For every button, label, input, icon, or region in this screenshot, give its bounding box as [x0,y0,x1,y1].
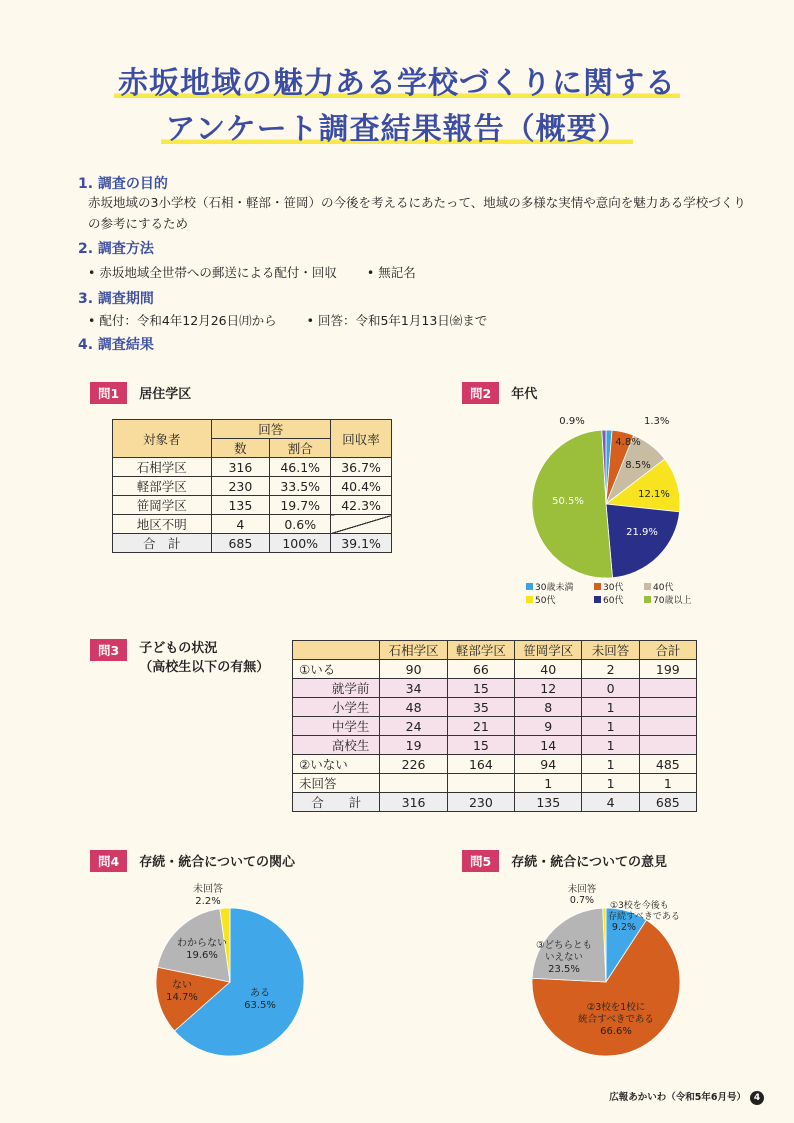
q1-cell: 39.1% [331,534,392,553]
slice-label: 63.5% [244,1000,276,1011]
q3-row-label: 就学前 [293,679,380,698]
q1-cell: 230 [211,477,270,496]
page-number: 4 [750,1091,764,1105]
q3-cell: 1 [582,755,639,774]
legend-label: 30代 [603,583,624,593]
table-row [293,679,697,698]
table-row [113,477,392,496]
q3-tag: 問3 [90,639,127,661]
section-results-heading: 4. 調査結果 [78,337,154,353]
legend-swatch [644,583,651,590]
table-row [293,660,697,679]
q3-cell: 135 [515,793,582,812]
q1-header-answer: 回答 [211,420,331,439]
q3-cell: 24 [380,717,447,736]
table-row [293,717,697,736]
period-item-1: • 配付：令和4年12月26日㈪から [88,313,277,328]
q1-cell: 685 [211,534,270,553]
table-row-total [293,793,697,812]
q4-heading [90,850,295,872]
slice-label: 21.9% [626,527,658,538]
slice-label: 14.7% [166,992,198,1003]
q1-cell: 46.1% [270,458,331,477]
section-period-items [88,310,753,331]
q1-cell: 合 計 [113,534,212,553]
q3-cell: 66 [447,660,514,679]
q3-header-cell: 合計 [639,641,696,660]
slice-label: いえない [544,952,584,963]
q3-header-row [293,641,697,660]
q1-tag: 問1 [90,382,127,404]
pie-slice [606,504,680,578]
q1-cell: 33.5% [270,477,331,496]
q3-row-label: 合 計 [293,793,380,812]
table-row [113,458,392,477]
q3-cell: 164 [447,755,514,774]
q3-heading [90,639,269,677]
section-purpose-text: 赤坂地域の3小学校（石相・軽部・笹岡）の今後を考えるにあたって、地域の多様な実情や意向を魅力ある学校づくりの参考にするため [88,195,746,231]
q3-cell: 40 [515,660,582,679]
table-row [293,736,697,755]
q3-cell: 685 [639,793,696,812]
slice-label: 8.5% [625,460,651,471]
slice-label: 未回答 [567,884,597,895]
q3-cell: 226 [380,755,447,774]
q3-cell: 19 [380,736,447,755]
q3-cell [639,736,696,755]
q3-cell: 90 [380,660,447,679]
q3-cell: 12 [515,679,582,698]
q3-cell: 1 [582,774,639,793]
q3-row-label: ②いない [293,755,380,774]
q1-heading [90,382,191,404]
q3-cell: 94 [515,755,582,774]
q2-heading [462,382,537,404]
q1-cell: 4 [211,515,270,534]
q3-cell: 14 [515,736,582,755]
q5-heading [462,850,667,872]
table-row [113,515,392,534]
q3-row-label: 中学生 [293,717,380,736]
slice-label: 2.2% [195,896,221,907]
q1-cell: 42.3% [331,496,392,515]
q3-cell [639,698,696,717]
slice-label: ③どちらとも [535,940,593,951]
legend-label: 70歳以上 [653,596,692,606]
legend-swatch [594,583,601,590]
legend-label: 30歳未満 [535,583,574,593]
slice-label: 23.5% [548,964,580,975]
slice-label: ①3校を今後も [610,901,669,911]
method-item-2: • 無記名 [366,265,416,280]
q4-tag: 問4 [90,850,127,872]
table-row [293,755,697,774]
method-item-1: • 赤坂地域全世帯への郵送による配付・回収 [88,265,337,280]
q3-cell: 199 [639,660,696,679]
slice-label: 統合すべきである [578,1014,654,1025]
q3-cell: 15 [447,679,514,698]
q1-header-rate: 回収率 [331,420,392,458]
slice-label: 12.1% [638,489,670,500]
q1-table [112,419,392,553]
slice-label: 0.9% [559,416,585,427]
q3-title: 子どもの状況 [139,641,218,656]
q1-cell: 100% [270,534,331,553]
q1-cell-diagonal [331,515,392,534]
q3-header-cell: 石相学区 [380,641,447,660]
q3-cell: 1 [639,774,696,793]
table-row [113,496,392,515]
q3-table [292,640,697,812]
q3-row-label: 高校生 [293,736,380,755]
q5-tag: 問5 [462,850,499,872]
q3-cell [380,774,447,793]
q3-cell: 4 [582,793,639,812]
q4-title: 存続・統合についての関心 [139,855,295,870]
slice-label: 66.6% [600,1026,632,1037]
q5-title: 存続・統合についての意見 [511,855,667,870]
q3-cell: 0 [582,679,639,698]
q1-cell: 地区不明 [113,515,212,534]
q3-cell: 485 [639,755,696,774]
q3-cell [447,774,514,793]
q1-title: 居住学区 [139,387,192,402]
slice-label: 1.3% [644,416,670,427]
q1-header-ratio: 割合 [270,439,331,458]
section-period-heading: 3. 調査期間 [78,291,154,307]
q3-cell: 230 [447,793,514,812]
section-purpose-heading: 1. 調査の目的 [78,176,168,192]
q3-cell: 48 [380,698,447,717]
table-row [293,774,697,793]
page-title-line1: 赤坂地域の魅力ある学校づくりに関する [0,58,794,102]
q1-cell: 0.6% [270,515,331,534]
slice-label: ある [250,988,270,999]
q1-header-target: 対象者 [113,420,212,458]
footer-publication: 広報あかいわ（令和5年6月号） [609,1092,746,1103]
legend-swatch [526,583,533,590]
section-method-heading: 2. 調査方法 [78,241,154,257]
q1-cell: 36.7% [331,458,392,477]
q3-cell [639,679,696,698]
q2-tag: 問2 [462,382,499,404]
q2-pie-chart [520,408,710,608]
q4-pie-chart [140,876,320,1062]
page-title-line2: アンケート調査結果報告（概要） [0,104,794,148]
slice-label: 50.5% [552,496,584,507]
table-row-total [113,534,392,553]
q1-cell: 135 [211,496,270,515]
slice-label: 存続すべきである [608,912,680,922]
q1-cell: 石相学区 [113,458,212,477]
q1-cell: 316 [211,458,270,477]
q1-header-count: 数 [211,439,270,458]
slice-label: わからない [177,938,227,949]
legend-swatch [594,596,601,603]
q3-cell: 1 [582,698,639,717]
q3-cell: 9 [515,717,582,736]
q3-row-label: ①いる [293,660,380,679]
slice-label: 未回答 [193,884,223,895]
slice-label: 4.8% [615,437,641,448]
footer [609,1089,764,1105]
q3-cell: 34 [380,679,447,698]
legend-swatch [644,596,651,603]
legend-label: 40代 [653,583,674,593]
q3-cell: 1 [515,774,582,793]
q5-pie-chart [520,876,700,1062]
q1-cell: 軽部学区 [113,477,212,496]
q3-cell: 15 [447,736,514,755]
q2-title: 年代 [511,387,538,402]
q3-cell: 1 [582,736,639,755]
q3-header-cell: 笹岡学区 [515,641,582,660]
q1-cell: 19.7% [270,496,331,515]
q3-cell [639,717,696,736]
q1-cell: 笹岡学区 [113,496,212,515]
slice-label: 9.2% [611,922,637,933]
section-method-items [88,262,753,283]
q3-cell: 8 [515,698,582,717]
slice-label: ②3校を1校に [586,1002,646,1013]
q3-header-cell: 未回答 [582,641,639,660]
q3-cell: 316 [380,793,447,812]
period-item-2: • 回答：令和5年1月13日㈮まで [306,313,488,328]
slice-label: 0.7% [569,895,595,906]
legend-label: 60代 [603,596,624,606]
q3-cell: 2 [582,660,639,679]
q3-cell: 35 [447,698,514,717]
q1-cell: 40.4% [331,477,392,496]
slice-label: 19.6% [186,950,218,961]
q3-cell: 1 [582,717,639,736]
table-row [293,698,697,717]
q3-row-label: 小学生 [293,698,380,717]
q3-subtitle: （高校生以下の有無） [139,660,270,675]
q3-row-label: 未回答 [293,774,380,793]
slice-label: ない [172,980,192,991]
q3-cell: 21 [447,717,514,736]
legend-label: 50代 [535,596,556,606]
legend-swatch [526,596,533,603]
q3-header-cell [293,641,380,660]
q3-header-cell: 軽部学区 [447,641,514,660]
